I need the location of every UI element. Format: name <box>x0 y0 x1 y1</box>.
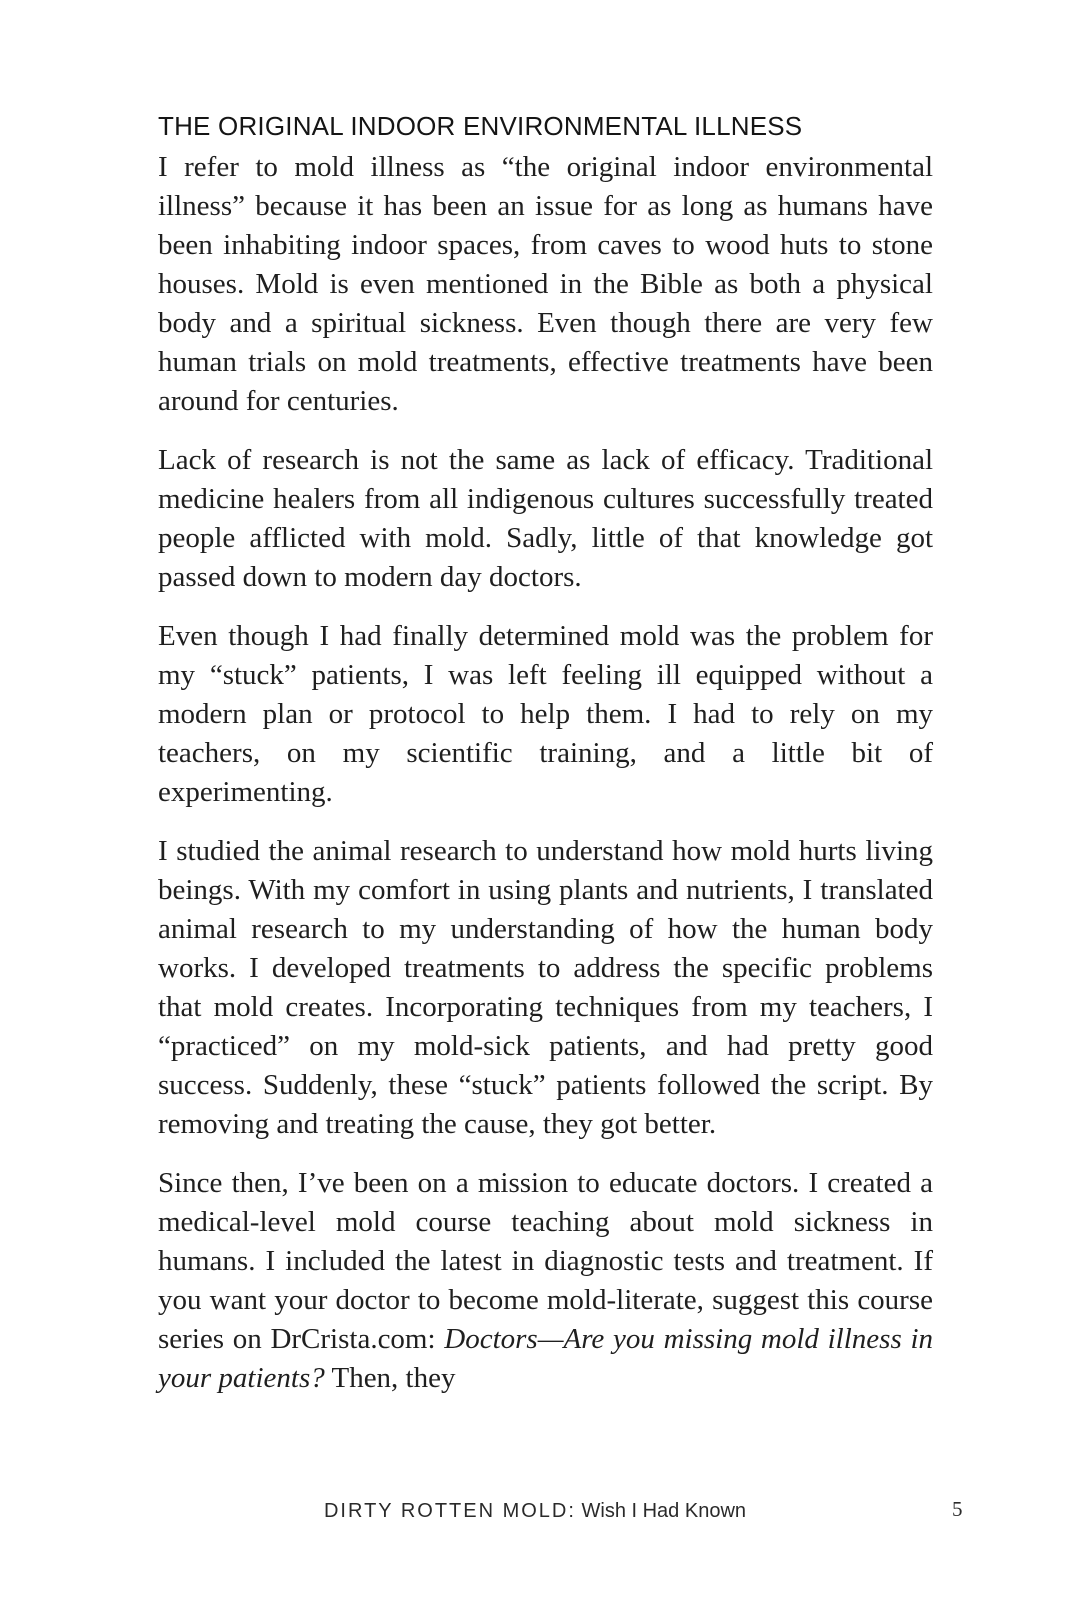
book-title: DIRTY ROTTEN MOLD: <box>323 1500 576 1522</box>
course-title: Doctors—Are you missing mold illness in your patients? <box>158 1323 933 1394</box>
paragraph-3: Even though I had finally determined mold was the problem for my “stuck” patients, I was left feeling ill equipped without a modern plan or protocol to help them. I had to rely on my teachers, on my scientific training, and a little bit of experimenting. <box>158 620 933 808</box>
page-number: 5 <box>952 1497 963 1521</box>
running-footer <box>0 1500 1070 1523</box>
paragraph-1: I refer to mold illness as “the original indoor environmental illness” because it has been an issue for as long as humans have been inhabiting indoor spaces, from caves to wood huts to stone houses. Mold is even mentioned in the Bible as both a physical body and a spiritual sickness. Even though there are very few human trials on mold treatments, effective treatments have been around for centuries. <box>158 151 933 417</box>
book-subtitle: Wish I Had Known <box>575 1500 747 1522</box>
paragraph-5-text: Since then, I’ve been on a mission to educate doctors. I created a medical-level mold course teaching about mold sickness in humans. I included the latest in diagnostic tests and treatment. If you want your doctor to become mold-literate, suggest this course series on DrCrista.com: <box>158 1167 933 1355</box>
page-content <box>158 108 933 1418</box>
paragraph-5 <box>158 1164 933 1398</box>
paragraph-2: Lack of research is not the same as lack of efficacy. Traditional medicine healers from all indigenous cultures successfully treated people afflicted with mold. Sadly, little of that knowledge got passed down to modern day doctors. <box>158 444 933 593</box>
paragraph-4: I studied the animal research to understand how mold hurts living beings. With my comfort in using plants and nutrients, I translated animal research to my understanding of how the human body works. I developed treatments to address the specific problems that mold creates. Incorporating techniques from my teachers, I “practiced” on my mold-sick patients, and had pretty good success. Suddenly, these “stuck” patients followed the script. By removing and treating the cause, they got better. <box>158 835 933 1140</box>
section-heading: THE ORIGINAL INDOOR ENVIRONMENTAL ILLNESS <box>158 111 803 141</box>
paragraph-5-continuation: Then, they <box>324 1362 456 1394</box>
